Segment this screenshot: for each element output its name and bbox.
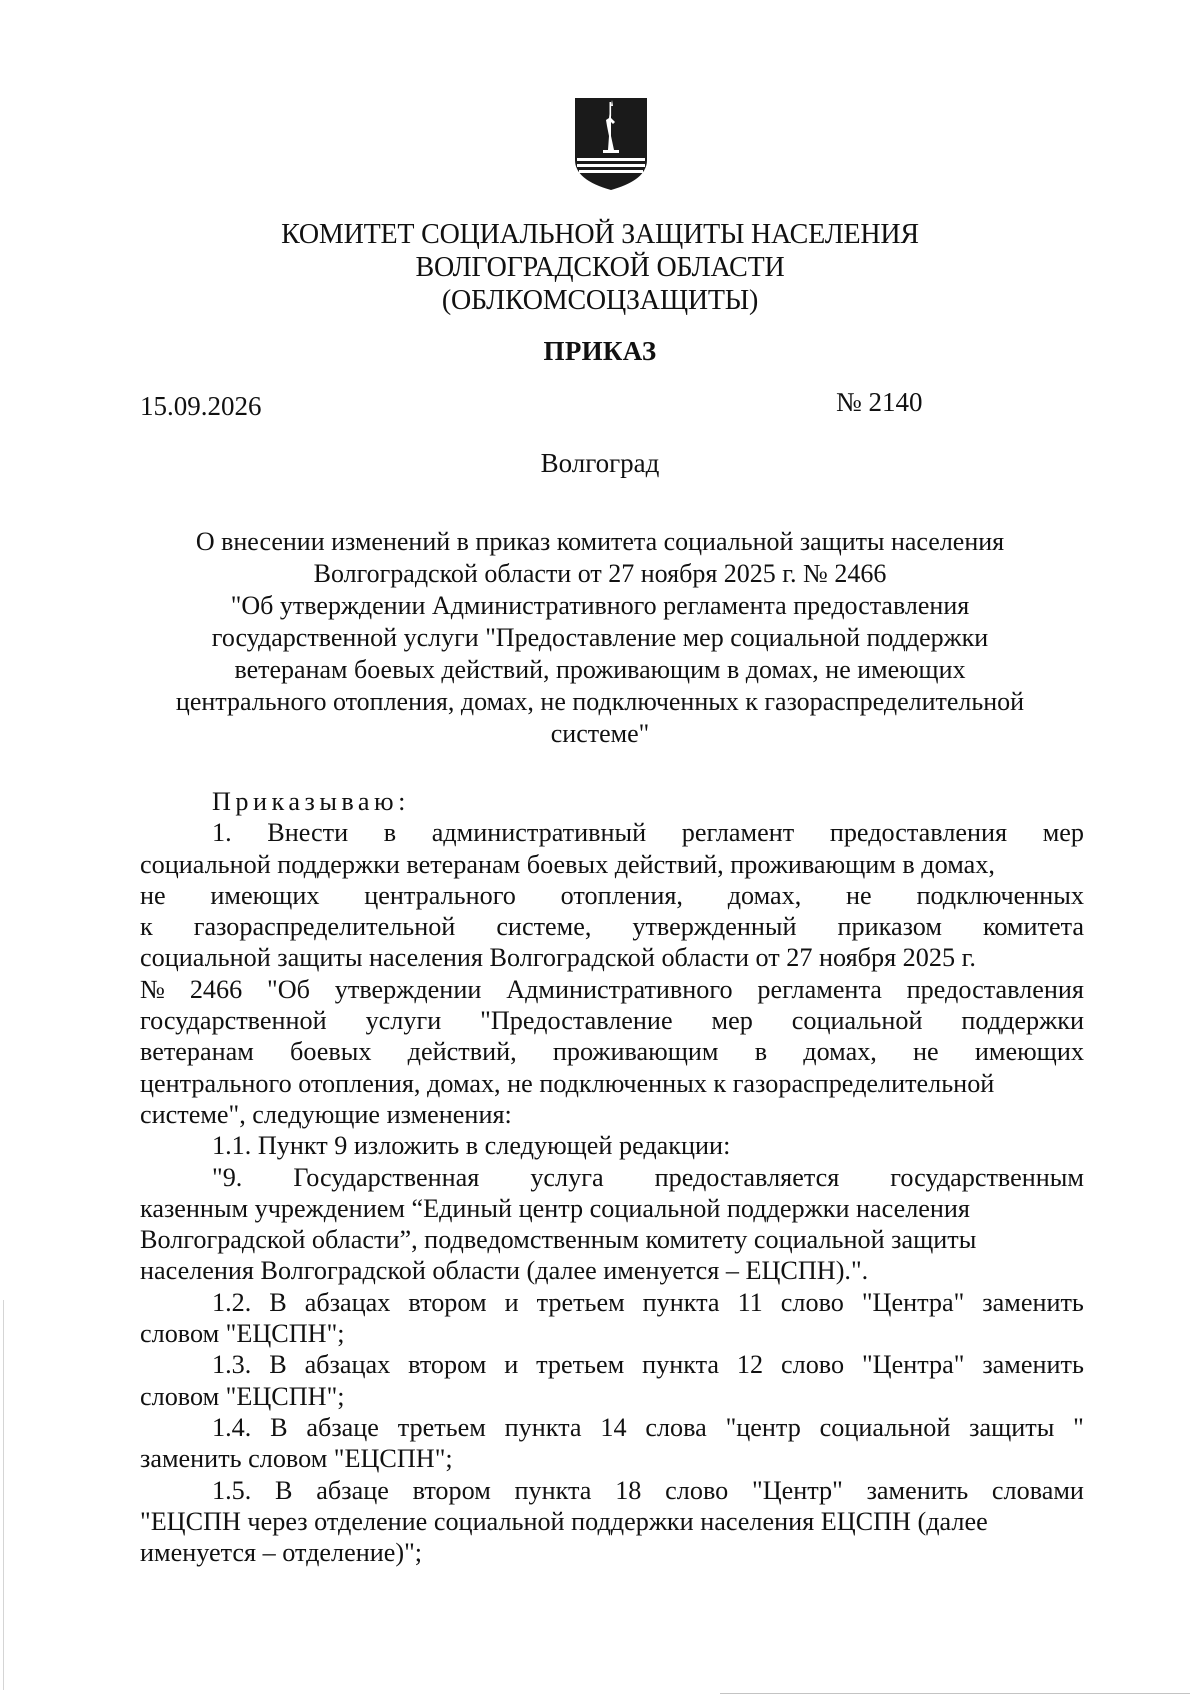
word: 2466 bbox=[189, 974, 243, 1004]
word: "Центра" bbox=[861, 1287, 965, 1317]
word: слово bbox=[781, 1350, 845, 1380]
word: домах, bbox=[727, 880, 802, 910]
word: к bbox=[140, 912, 153, 942]
word: государственной bbox=[140, 1006, 327, 1036]
word: предоставления bbox=[906, 974, 1084, 1004]
subject-line: "Об утверждении Административного регламента предоставления bbox=[230, 591, 970, 620]
coat-of-arms-emblem bbox=[573, 96, 649, 192]
word: предоставления bbox=[829, 818, 1008, 848]
paragraph-9-line: Волгоградской области”, подведомственным комитету социальной защиты bbox=[140, 1225, 977, 1255]
word: мер bbox=[711, 1006, 753, 1036]
word: 1.5. bbox=[212, 1475, 252, 1505]
subject-line: центрального отопления, домах, не подключенных к газораспределительной bbox=[175, 687, 1025, 716]
word: третьем bbox=[397, 1412, 486, 1442]
word: газораспределительной bbox=[193, 912, 456, 942]
word: защиты bbox=[969, 1412, 1055, 1442]
order-word: Приказываю: bbox=[212, 787, 410, 816]
word: услуги bbox=[365, 1006, 442, 1036]
scan-edge-mark bbox=[720, 1693, 1190, 1694]
paragraph-1-5-line: именуется – отделение)"; bbox=[140, 1538, 423, 1568]
paragraph-1-5-line: "ЕЦСПН через отделение социальной поддержки населения ЕЦСПН (далее bbox=[140, 1506, 988, 1536]
word: регламента bbox=[757, 974, 882, 1004]
word: заменить bbox=[982, 1350, 1084, 1380]
subject-line: системе" bbox=[550, 719, 650, 748]
word: слово bbox=[780, 1287, 844, 1317]
subject-line: ветеранам боевых действий, проживающим в домах, не имеющих bbox=[234, 655, 966, 684]
word: подключенных bbox=[916, 880, 1084, 910]
word: имеющих bbox=[974, 1037, 1084, 1067]
word: пункта bbox=[514, 1475, 592, 1505]
word: № bbox=[140, 974, 165, 1004]
word: в bbox=[383, 818, 397, 848]
scan-edge-mark bbox=[3, 1300, 4, 1690]
word: 11 bbox=[737, 1287, 763, 1317]
subject-line: государственной услуги "Предоставление мер социальной поддержки bbox=[211, 623, 989, 652]
paragraph-1-4-line bbox=[140, 1412, 1084, 1443]
word: центрального bbox=[364, 880, 516, 910]
word: абзаце bbox=[316, 1475, 389, 1505]
word: комитета bbox=[982, 912, 1084, 942]
word: мер bbox=[1042, 818, 1084, 848]
word: В bbox=[269, 1350, 287, 1380]
paragraph-9-line: казенным учреждением “Единый центр социальной поддержки населения bbox=[140, 1193, 970, 1223]
paragraph-1-line: социальной защиты населения Волгоградской области от 27 ноября 2025 г. bbox=[140, 943, 976, 973]
word: административный bbox=[431, 818, 647, 848]
word: домах, bbox=[803, 1037, 877, 1067]
word: абзацах bbox=[304, 1287, 391, 1317]
word: ветеранам bbox=[140, 1037, 254, 1067]
paragraph-1-2-line bbox=[140, 1287, 1084, 1318]
word: не bbox=[140, 880, 166, 910]
paragraph-1-3-line: словом "ЕЦСПН"; bbox=[140, 1381, 345, 1411]
word: 14 bbox=[600, 1412, 627, 1442]
word: втором bbox=[408, 1287, 487, 1317]
word: приказом bbox=[837, 912, 942, 942]
word: В bbox=[270, 1412, 288, 1442]
word: и bbox=[504, 1287, 519, 1317]
document-type-title: ПРИКАЗ bbox=[543, 336, 657, 366]
word: "Центр" bbox=[752, 1475, 843, 1505]
word: действий, bbox=[407, 1037, 517, 1067]
word: слово bbox=[665, 1475, 729, 1505]
word: утвержденный bbox=[632, 912, 797, 942]
paragraph-1-5-line bbox=[140, 1475, 1084, 1506]
word: 1.3. bbox=[212, 1350, 252, 1380]
word: государственным bbox=[890, 1162, 1084, 1192]
word: "Предоставление bbox=[480, 1006, 673, 1036]
word: В bbox=[275, 1475, 293, 1505]
committee-name-line-3: (ОБЛКОМСОЦЗАЩИТЫ) bbox=[441, 285, 759, 316]
word: боевых bbox=[290, 1037, 372, 1067]
word: 1. bbox=[212, 818, 232, 848]
order-date: 15.09.2026 bbox=[140, 391, 262, 421]
paragraph-1-line bbox=[140, 974, 1084, 1005]
word: Административного bbox=[506, 974, 733, 1004]
word: 12 bbox=[736, 1350, 764, 1380]
word: регламент bbox=[681, 818, 795, 848]
word: пункта bbox=[642, 1287, 720, 1317]
paragraph-1-2-line: словом "ЕЦСПН"; bbox=[140, 1319, 345, 1349]
paragraph-1-4-line: заменить словом "ЕЦСПН"; bbox=[140, 1444, 453, 1474]
word: "9. bbox=[212, 1162, 243, 1192]
committee-name-line-2: ВОЛГОГРАДСКОЙ ОБЛАСТИ bbox=[415, 252, 785, 283]
word: в bbox=[754, 1037, 768, 1067]
word: абзаце bbox=[306, 1412, 379, 1442]
word: отопления, bbox=[560, 880, 683, 910]
word: 1.2. bbox=[212, 1287, 252, 1317]
word: не bbox=[846, 880, 872, 910]
paragraph-1-1: 1.1. Пункт 9 изложить в следующей редакции: bbox=[212, 1131, 731, 1161]
paragraph-1-line: социальной поддержки ветеранам боевых действий, проживающим в домах, bbox=[140, 849, 995, 879]
word: слова bbox=[645, 1412, 707, 1442]
paragraph-1-line bbox=[140, 1005, 1084, 1036]
word: социальной bbox=[791, 1006, 923, 1036]
word: услуга bbox=[530, 1162, 604, 1192]
paragraph-1-line: центрального отопления, домах, не подключенных к газораспределительной bbox=[140, 1068, 995, 1098]
word: Внести bbox=[267, 818, 349, 848]
word: пункта bbox=[642, 1350, 719, 1380]
word: 1.4. bbox=[212, 1412, 252, 1442]
city-name: Волгоград bbox=[540, 448, 660, 478]
word: словами bbox=[991, 1475, 1084, 1505]
subject-line: О внесении изменений в приказ комитета социальной защиты населения bbox=[195, 527, 1005, 556]
word: Государственная bbox=[293, 1162, 480, 1192]
word: предоставляется bbox=[654, 1162, 840, 1192]
order-number: № 2140 bbox=[836, 387, 923, 417]
word: поддержки bbox=[961, 1006, 1084, 1036]
subject-line: Волгоградской области от 27 ноября 2025 г. № 2466 bbox=[313, 559, 887, 588]
word: третьем bbox=[536, 1350, 625, 1380]
word: и bbox=[504, 1350, 519, 1380]
word: абзацах bbox=[304, 1350, 391, 1380]
word: имеющих bbox=[210, 880, 320, 910]
word: " bbox=[1073, 1412, 1084, 1442]
paragraph-1-line bbox=[140, 1036, 1084, 1067]
word: заменить bbox=[982, 1287, 1084, 1317]
paragraph-1-line bbox=[140, 880, 1084, 911]
word: В bbox=[269, 1287, 287, 1317]
word: "Об bbox=[267, 974, 310, 1004]
paragraph-1-3-line bbox=[140, 1349, 1084, 1380]
paragraph-1-line bbox=[140, 817, 1084, 848]
word: не bbox=[913, 1037, 939, 1067]
word: третьем bbox=[536, 1287, 625, 1317]
word: втором bbox=[408, 1350, 487, 1380]
paragraph-1-line bbox=[140, 911, 1084, 942]
word: проживающим bbox=[552, 1037, 719, 1067]
word: заменить bbox=[866, 1475, 969, 1505]
word: пункта bbox=[504, 1412, 582, 1442]
committee-name-line-1: КОМИТЕТ СОЦИАЛЬНОЙ ЗАЩИТЫ НАСЕЛЕНИЯ bbox=[281, 219, 919, 250]
word: 18 bbox=[615, 1475, 642, 1505]
word: социальной bbox=[819, 1412, 951, 1442]
paragraph-9-line: населения Волгоградской области (далее именуется – ЕЦСПН).". bbox=[140, 1256, 869, 1286]
order-body bbox=[140, 786, 1084, 1568]
paragraph-9-line bbox=[140, 1162, 1084, 1193]
word: втором bbox=[412, 1475, 491, 1505]
word: системе, bbox=[496, 912, 592, 942]
word: "центр bbox=[725, 1412, 801, 1442]
word: утверждении bbox=[334, 974, 482, 1004]
word: "Центра" bbox=[861, 1350, 965, 1380]
paragraph-1-line: системе", следующие изменения: bbox=[140, 1099, 512, 1129]
